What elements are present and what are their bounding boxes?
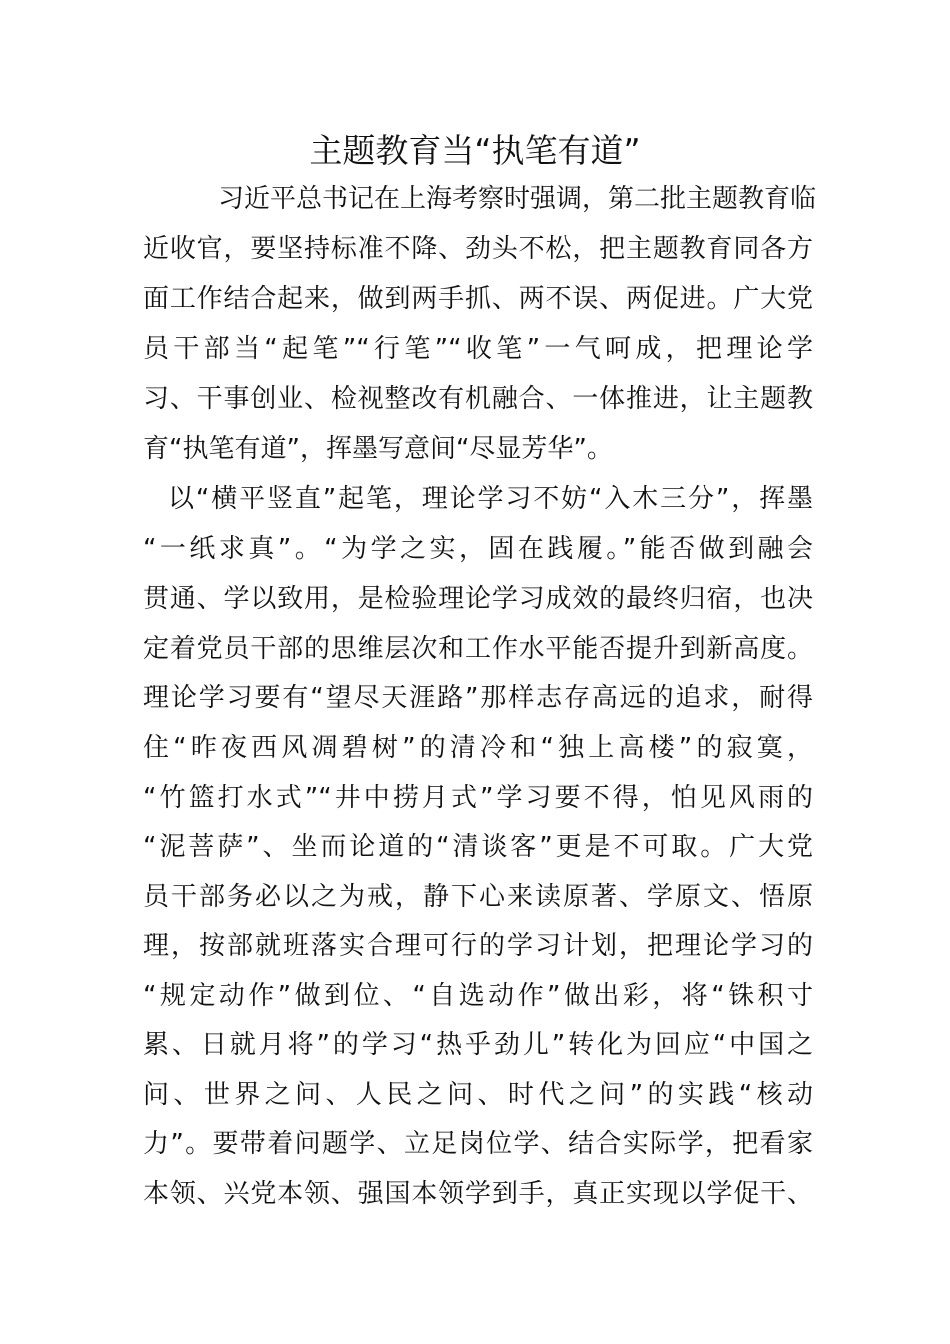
paragraph-line: 员干部当“起笔”“行笔”“收笔”一气呵成，把理论学	[143, 334, 813, 364]
paragraph-line: 面工作结合起来，做到两手抓、两不误、两促进。广大党	[143, 284, 813, 314]
paragraph-line: 力”。要带着问题学、立足岗位学、结合实际学，把看家	[143, 1129, 813, 1159]
paragraph-line: 贯通、学以致用，是检验理论学习成效的最终归宿，也决	[143, 584, 813, 614]
paragraph-line: 住“昨夜西风凋碧树”的清冷和“独上高楼”的寂寞，	[143, 733, 813, 763]
paragraph-line: 理论学习要有“望尽天涯路”那样志存高远的追求，耐得	[143, 683, 813, 713]
paragraph-line: 习近平总书记在上海考察时强调，第二批主题教育临	[218, 184, 817, 214]
paragraph-line: 理，按部就班落实合理可行的学习计划，把理论学习的	[143, 931, 813, 961]
paragraph-line: 问、世界之问、人民之问、时代之问”的实践“核动	[143, 1080, 813, 1110]
paragraph-line: 定着党员干部的思维层次和工作水平能否提升到新高度。	[143, 634, 813, 664]
paragraph-line: 员干部务必以之为戒，静下心来读原著、学原文、悟原	[143, 882, 813, 912]
paragraph-line: 累、日就月将”的学习“热乎劲儿”转化为回应“中国之	[143, 1030, 813, 1060]
paragraph-line: “一纸求真”。“为学之实，固在践履。”能否做到融会	[143, 534, 813, 564]
paragraph-line: 习、干事创业、检视整改有机融合、一体推进，让主题教	[143, 384, 813, 414]
paragraph-line: 以“横平竖直”起笔，理论学习不妨“入木三分”，挥墨	[168, 484, 813, 514]
paragraph-line: “规定动作”做到位、“自选动作”做出彩，将“铢积寸	[143, 981, 813, 1011]
paragraph-line: “泥菩萨”、坐而论道的“清谈客”更是不可取。广大党	[143, 832, 813, 862]
paragraph-line: “竹篮打水式”“井中捞月式”学习要不得，怕见风雨的	[143, 783, 813, 813]
paragraph-line: 育“执笔有道”，挥墨写意间“尽显芳华”。	[143, 434, 613, 464]
document-title: 主题教育当“执笔有道”	[309, 131, 641, 170]
paragraph-line: 近收官，要坚持标准不降、劲头不松，把主题教育同各方	[143, 234, 813, 264]
paragraph-line: 本领、兴党本领、强国本领学到手，真正实现以学促干、	[143, 1179, 813, 1209]
